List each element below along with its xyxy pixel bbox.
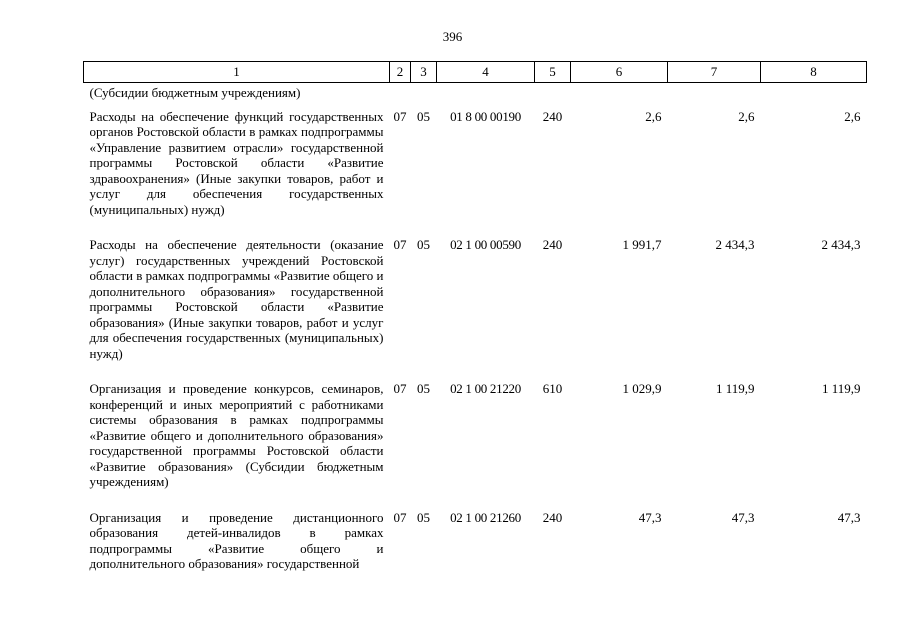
row-section: 07: [393, 381, 407, 396]
header-col-3: 3: [411, 62, 437, 83]
row-subsection: 05: [417, 237, 430, 252]
row-section: 07: [393, 237, 407, 252]
row-value-col6: 1 029,9: [622, 381, 662, 396]
header-col-7: 7: [668, 62, 761, 83]
row-description: Организация и проведение дистанционного образования детей-инвалидов в рамках подпрограммы «Развитие общего и дополнительного образования» государственной: [89, 509, 384, 571]
row-value-col7: 47,3: [731, 509, 755, 525]
row-description: Организация и проведение конкурсов, семинаров, конференций и иных мероприятий с работниками системы образования в рамках подпрограммы «Развитие общего и дополнительного образования» государственной программы Ростовской области «Развитие образования» (Субсидии бюджетным учреждениям): [89, 381, 384, 489]
row-value-col8: 47,3: [837, 509, 861, 525]
page-number: 396: [442, 29, 463, 44]
row-target-code: 02 1 00 21260: [450, 509, 521, 525]
header-col-4: 4: [437, 62, 535, 83]
row-target-code: 02 1 00 00590: [450, 237, 521, 252]
row-description: Расходы на обеспечение деятельности (оказание услуг) государственных учреждений Ростовской области в рамках подпрограммы «Развитие общего и дополнительного образования» государственной программы Ростовской области «Развитие образования» (Иные закупки товаров, работ и услуг для обеспечения государственных (муниципальных) нужд): [89, 237, 384, 361]
budget-table: [83, 61, 867, 584]
row-value-col7: 2,6: [738, 108, 755, 124]
row-expense-type: 240: [542, 108, 563, 124]
row-value-col6: 47,3: [638, 509, 662, 525]
row-section: 07: [393, 108, 407, 124]
row-description: Расходы на обеспечение функций государственных органов Ростовской области в рамках подпрограммы «Управление развитием отрасли» государственной программы Ростовской области «Развитие здравоохранения» (Иные закупки товаров, работ и услуг для обеспечения государственных (муниципальных) нужд): [89, 108, 384, 217]
row-expense-type: 240: [542, 237, 563, 252]
row-value-col8: 2,6: [844, 108, 861, 124]
header-col-2: 2: [390, 62, 411, 83]
row-subsection: 05: [417, 381, 430, 396]
continuation-row: [84, 83, 867, 101]
row-value-col8: 1 119,9: [821, 381, 861, 396]
table-row: [84, 373, 867, 502]
row-value-col7: 2 434,3: [715, 237, 755, 252]
row-expense-type: 240: [542, 509, 563, 525]
table-row: [84, 101, 867, 230]
row-value-col7: 1 119,9: [715, 381, 755, 396]
row-value-col6: 2,6: [645, 108, 662, 124]
header-col-1: 1: [84, 62, 390, 83]
continuation-text: (Субсидии бюджетным учреждениям): [89, 85, 301, 100]
table-row: [84, 229, 867, 373]
row-value-col6: 1 991,7: [622, 237, 662, 252]
table-row: [84, 502, 867, 584]
row-subsection: 05: [417, 509, 430, 525]
row-value-col8: 2 434,3: [821, 237, 861, 252]
header-col-6: 6: [571, 62, 668, 83]
row-target-code: 01 8 00 00190: [450, 108, 521, 124]
row-subsection: 05: [417, 108, 430, 124]
header-col-5: 5: [535, 62, 571, 83]
header-col-8: 8: [761, 62, 867, 83]
row-section: 07: [393, 509, 407, 525]
row-target-code: 02 1 00 21220: [450, 381, 521, 396]
table-header-row: [84, 62, 867, 83]
row-expense-type: 610: [542, 381, 563, 396]
